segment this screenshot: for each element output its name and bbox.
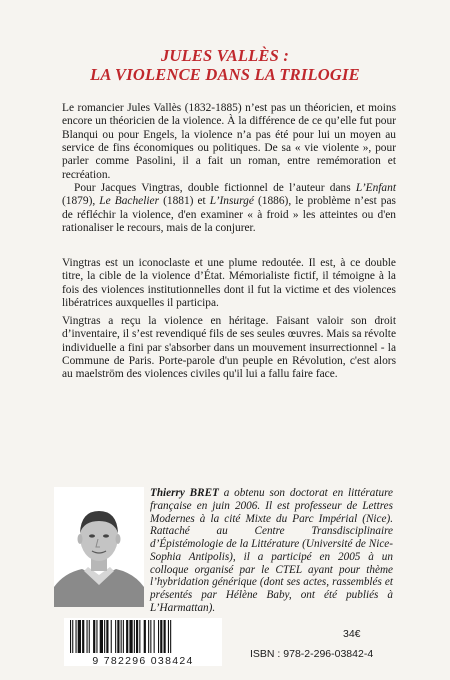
author-photo	[54, 487, 144, 607]
blurb-text-1b-part3: (1881) et	[159, 195, 210, 208]
work-title-linsurge: L’Insurgé	[209, 195, 254, 208]
author-bio-text-3: ).	[208, 601, 216, 614]
book-title-line2: LA VIOLENCE DANS LA TRILOGIE	[90, 65, 360, 84]
blurb-paragraph-1	[62, 102, 396, 235]
price: 34€	[343, 628, 361, 640]
blurb-text-3: Vingtras a reçu la violence en héritage. Faisant valoir son droit d’inventaire, il s’est revendiqué fils de ses seules œuvres. Mais sa révolte individuelle a fini par s'absorber dans un mouvement insurrectionnel - la Commune de Paris. Porte-parole d'un peuple en Révolution, c'est alors au maelström des violences civiles qu'il lui a fallu faire face.	[62, 315, 396, 381]
author-bio	[150, 487, 393, 615]
barcode-bars	[68, 620, 218, 654]
blurb-text-1b-part1: Pour Jacques Vingtras, double fictionnel de l’auteur dans	[74, 182, 356, 195]
blurb-text-1a: Le romancier Jules Vallès (1832-1885) n’est pas un théoricien, et moins encore un théoricien de la violence. À la différence de ce qu’elle fut pour Blanqui ou pour Engels, la violence n’a pas été pour lui un moyen au service de fins économiques ou politiques. De sa « vie violente », pour parler comme Pasolini, il a fait un roman, entre remémoration et recréation.	[62, 102, 396, 181]
work-title-le-bachelier: Le Bachelier	[99, 195, 160, 208]
author-bio-text-2: dont ses actes, rassemblés et présentés par Hélène Baby, ont été publiés à L’Harmattan	[150, 576, 393, 614]
blurb-text-2: Vingtras est un iconoclaste et une plume redoutée. Il est, à ce double titre, la cible de la violence d’État. Mémorialiste fictif, il témoigne à la fois des violences institutionnelles dont il fut la victime et des violences libératrices auxquelles il participa.	[62, 257, 396, 310]
barcode-digits: 9 782296 038424	[92, 655, 194, 667]
isbn-barcode	[64, 618, 222, 666]
blurb-text-1b	[62, 182, 396, 235]
blurb-paragraph-2	[62, 257, 396, 310]
blurb-text-1b-part4: (1886), le problème n’est pas de réfléchir la violence, d'en examiner « à froid » les atteintes ou d'en rationaliser le recours, mais de la conjurer.	[62, 195, 396, 235]
book-title-line1: JULES VALLÈS :	[160, 46, 290, 65]
blurb-text-1b-part2: (1879),	[62, 195, 100, 208]
isbn-number: ISBN : 978-2-296-03842-4	[250, 648, 374, 660]
author-name: Thierry BRET	[150, 487, 219, 499]
blurb-paragraph-3	[62, 315, 396, 382]
work-title-lenfant: L’Enfant	[355, 182, 396, 195]
author-portrait-image	[54, 487, 144, 607]
author-bio-text-1: a obtenu son doctorat en littérature française en juin 2006. Il est professeur de Lettres Modernes à la cité Mixte du Parc Impérial (Nice). Rattaché au Centre Transdisciplinaire d’Épistémologie de la Littérature (Université de Nice-Sophia Antipolis), il a participé en 2005 à un colloque organisé par le CTEL ayant pour thème l’hybridation générique (	[150, 487, 393, 589]
